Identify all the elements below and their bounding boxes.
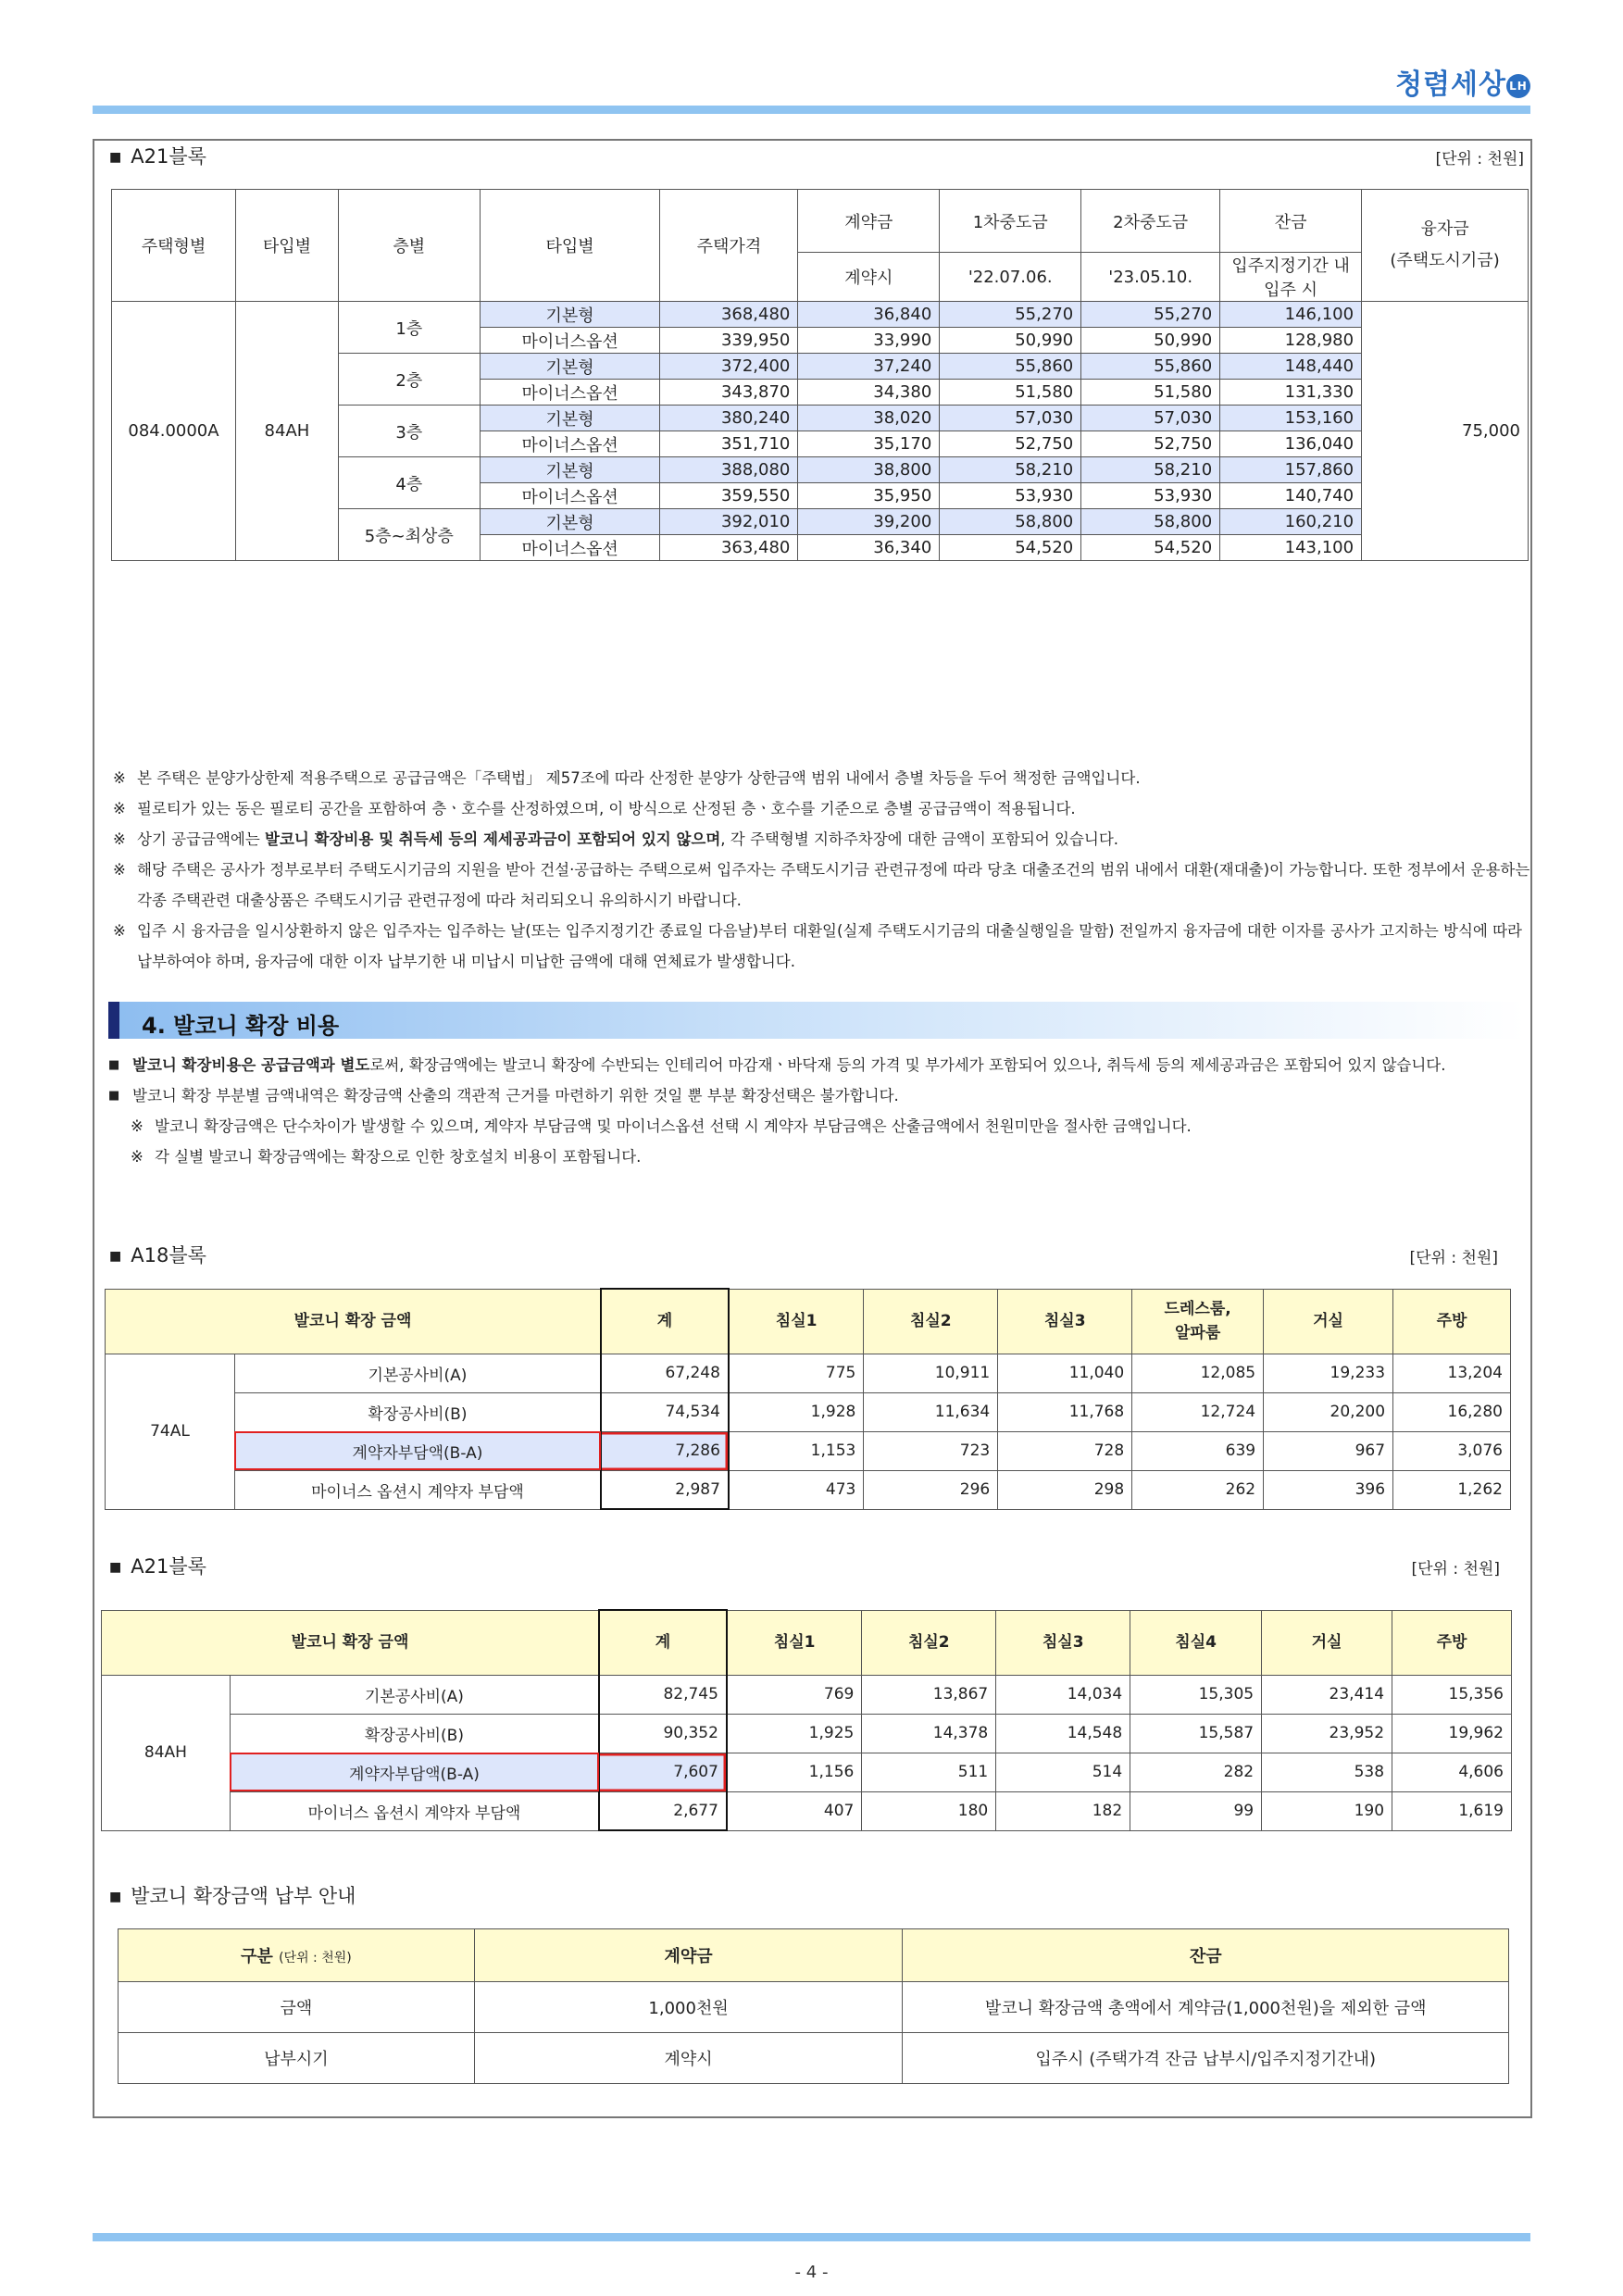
balcony-value-cell: 1,619 [1392,1791,1512,1830]
col-header: 타입별 [235,190,338,302]
logo: 청렴세상 LH [1395,61,1530,102]
bullet-item [108,1111,1534,1142]
balcony-type-cell: 84AH [102,1675,231,1830]
payment-cell: 금액 [119,1982,475,2033]
balcony-col-header: 주방 [1392,1610,1512,1675]
bullet-text [155,1142,1534,1172]
balcony-item-cell: 기본공사비(A) [230,1675,599,1714]
balcony-value-cell: 7,286 [601,1431,729,1470]
price-cell: 53,930 [1081,483,1220,509]
col-header: 층별 [338,190,480,302]
price-cell: 136,040 [1220,431,1362,457]
balcony-value-cell: 775 [729,1354,864,1392]
price-cell: 50,990 [1081,328,1220,354]
balcony-row [106,1470,1511,1509]
section-4-heading [108,1002,1525,1039]
balcony-value-cell: 769 [727,1675,862,1714]
balcony-value-cell: 182 [996,1791,1130,1830]
balcony-item-cell: 계약자부담액(B-A) [230,1753,599,1791]
footer-bar [93,2233,1530,2241]
price-cell: 36,340 [798,535,940,561]
balcony-col-header: 발코니 확장 금액 [102,1610,600,1675]
balcony-value-cell: 90,352 [599,1714,727,1753]
balcony-col-header: 침실3 [996,1610,1130,1675]
sub-header: '23.05.10. [1081,253,1220,302]
balcony-item-cell: 마이너스 옵션시 계약자 부담액 [234,1470,601,1509]
price-cell: 57,030 [1081,406,1220,431]
balcony-value-cell: 407 [727,1791,862,1830]
balcony-col-header: 침실3 [998,1289,1132,1354]
a21-balcony-title: ■ A21블록 [109,1555,206,1578]
note-mark: ※ [113,769,126,787]
balcony-value-cell: 15,356 [1392,1675,1512,1714]
price-cell: 50,990 [940,328,1081,354]
bullet-text [132,1080,1534,1111]
bullet-mark: ■ [108,1058,120,1072]
payment-col-header: 구분 (단위 : 천원) [119,1929,475,1982]
price-row [112,302,1529,328]
note-mark: ※ [113,800,126,817]
balcony-value-cell: 14,548 [996,1714,1130,1753]
balcony-col-header: 침실1 [729,1289,864,1354]
price-cell: 160,210 [1220,509,1362,535]
note-item [113,793,1534,824]
bullet-item [108,1142,1534,1172]
option-cell: 마이너스옵션 [480,483,660,509]
loan-cell: 75,000 [1362,302,1529,561]
a21-balcony-unit: [단위 : 천원] [1411,1560,1500,1578]
floor-cell: 5층~최상층 [338,509,480,561]
balcony-value-cell: 7,607 [599,1753,727,1791]
balcony-value-cell: 728 [998,1431,1132,1470]
price-cell: 57,030 [940,406,1081,431]
option-cell: 마이너스옵션 [480,535,660,561]
bullet-mark: ※ [131,1148,144,1166]
balcony-header-row [106,1289,1511,1354]
balcony-value-cell: 13,867 [862,1675,996,1714]
note-mark: ※ [113,922,126,940]
heading-accent-bar [108,1002,119,1039]
price-cell: 368,480 [660,302,798,328]
price-cell: 36,840 [798,302,940,328]
balcony-header-row [102,1610,1512,1675]
bullet-text [155,1111,1534,1142]
a18-balcony-table [105,1288,1511,1510]
balcony-value-cell: 11,040 [998,1354,1132,1392]
balcony-value-cell: 511 [862,1753,996,1791]
balcony-value-cell: 2,987 [601,1470,729,1509]
balcony-item-cell: 확장공사비(B) [234,1392,601,1431]
bullet-text-part: 발코니 확장금액은 단수차이가 발생할 수 있으며, 계약자 부담금액 및 마이너스옵션 선택 시 계약자 부담금액은 산출금액에서 천원미만을 절사한 금액입니다. [155,1117,1192,1135]
a21-balcony-table [101,1609,1512,1831]
note-text [137,916,1534,977]
price-cell: 39,200 [798,509,940,535]
price-cell: 35,170 [798,431,940,457]
balcony-row [106,1431,1511,1470]
note-text [137,855,1534,916]
price-cell: 53,930 [940,483,1081,509]
payment-col-header: 잔금 [903,1929,1509,1982]
balcony-col-header: 드레스룸, 알파룸 [1132,1289,1264,1354]
col-header: 주택가격 [660,190,798,302]
sub-header: 계약시 [798,253,940,302]
floor-cell: 3층 [338,406,480,457]
option-cell: 기본형 [480,406,660,431]
balcony-item-cell: 마이너스 옵션시 계약자 부담액 [230,1791,599,1830]
price-cell: 148,440 [1220,354,1362,380]
balcony-row [106,1392,1511,1431]
floor-cell: 1층 [338,302,480,354]
balcony-type-cell: 74AL [106,1354,235,1509]
balcony-value-cell: 74,534 [601,1392,729,1431]
balcony-col-header: 주방 [1393,1289,1511,1354]
a18-balcony-unit: [단위 : 천원] [1409,1249,1498,1267]
balcony-item-cell: 확장공사비(B) [230,1714,599,1753]
note-text-part: 해당 주택은 공사가 정부로부터 주택도시기금의 지원을 받아 건설·공급하는 주택으로써 입주자는 주택도시기금 관련규정에 따라 당초 대출조건의 범위 내에서 대환(재대출)이 가능합니다. 또한 정부에서 운용하는 각종 주택관련 대출상품은 주택도시기금 관련규정에 따라 처리되오니 유의하시기 바랍니다. [137,861,1530,909]
payment-cell: 계약시 [474,2033,903,2084]
floor-cell: 2층 [338,354,480,406]
balcony-value-cell: 190 [1262,1791,1392,1830]
balcony-col-header: 발코니 확장 금액 [106,1289,602,1354]
note-text-part: 입주 시 융자금을 일시상환하지 않은 입주자는 입주하는 날(또는 입주지정기간 종료일 다음날)부터 대환일(실제 주택도시기금의 대출실행일을 말함) 전일까지 융자금에 대한 이자를 공사가 고지하는 방식에 따라 납부하여야 하며, 융자금에 대한 이자 납부기한 내 미납시 미납한 금액에 대해 연체료가 발생합니다. [137,922,1522,970]
section-4-title: 4. 발코니 확장 비용 [142,1013,340,1039]
bullet-text-part: 로써, 확장금액에는 발코니 확장에 수반되는 인테리어 마감재ㆍ바닥재 등의 가격 및 부가세가 포함되어 있으나, 취득세 등의 제세공과금은 포함되어 있지 않습니다. [369,1056,1446,1074]
note-text-part: , 각 주택형별 지하주차장에 대한 금액이 포함되어 있습니다. [720,830,1119,848]
price-cell: 37,240 [798,354,940,380]
price-cell: 359,550 [660,483,798,509]
balcony-value-cell: 23,414 [1262,1675,1392,1714]
option-cell: 마이너스옵션 [480,431,660,457]
balcony-value-cell: 4,606 [1392,1753,1512,1791]
price-cell: 140,740 [1220,483,1362,509]
payment-title: ■ 발코니 확장금액 납부 안내 [109,1885,356,1907]
price-cell: 143,100 [1220,535,1362,561]
price-cell: 35,950 [798,483,940,509]
logo-badge-icon: LH [1506,74,1530,98]
price-cell: 38,020 [798,406,940,431]
a21-price-unit: [단위 : 천원] [1435,150,1524,168]
balcony-item-cell: 기본공사비(A) [234,1354,601,1392]
note-text-part: 본 주택은 분양가상한제 적용주택으로 공급금액은「주택법」 제57조에 따라 산정한 분양가 상한금액 범위 내에서 층별 차등을 두어 책정한 금액입니다. [137,769,1141,787]
option-cell: 기본형 [480,302,660,328]
balcony-value-cell: 19,962 [1392,1714,1512,1753]
price-cell: 51,580 [940,380,1081,406]
balcony-col-header: 침실2 [862,1610,996,1675]
col-header: 잔금 [1220,190,1362,253]
price-cell: 351,710 [660,431,798,457]
balcony-value-cell: 99 [1130,1791,1262,1830]
price-cell: 58,210 [1081,457,1220,483]
balcony-value-cell: 14,378 [862,1714,996,1753]
note-text-part: 상기 공급금액에는 [137,830,266,848]
balcony-value-cell: 298 [998,1470,1132,1509]
balcony-col-header: 침실1 [727,1610,862,1675]
balcony-value-cell: 262 [1132,1470,1264,1509]
price-cell: 33,990 [798,328,940,354]
col-header: 주택형별 [112,190,236,302]
balcony-value-cell: 15,305 [1130,1675,1262,1714]
note-item [113,824,1534,855]
bullet-mark: ※ [131,1117,144,1135]
col-header: 계약금 [798,190,940,253]
page-number: - 4 - [794,2263,829,2282]
balcony-value-cell: 396 [1264,1470,1393,1509]
price-cell: 52,750 [1081,431,1220,457]
balcony-value-cell: 514 [996,1753,1130,1791]
balcony-row [102,1753,1512,1791]
price-cell: 153,160 [1220,406,1362,431]
note-text [137,824,1534,855]
note-text [137,793,1534,824]
bullet-text-part: 각 실별 발코니 확장금액에는 확장으로 인한 창호설치 비용이 포함됩니다. [155,1148,642,1166]
balcony-value-cell: 2,677 [599,1791,727,1830]
balcony-value-cell: 1,153 [729,1431,864,1470]
balcony-value-cell: 14,034 [996,1675,1130,1714]
price-cell: 343,870 [660,380,798,406]
balcony-value-cell: 10,911 [864,1354,998,1392]
option-cell: 기본형 [480,509,660,535]
balcony-value-cell: 13,204 [1393,1354,1511,1392]
balcony-row [106,1354,1511,1392]
balcony-col-header: 거실 [1262,1610,1392,1675]
price-cell: 55,270 [940,302,1081,328]
note-text-part: 필로티가 있는 동은 필로티 공간을 포함하여 층ㆍ호수를 산정하였으며, 이 방식으로 산정된 층ㆍ호수를 기준으로 층별 공급금액이 적용됩니다. [137,800,1076,817]
sub-header: 입주지정기간 내 입주 시 [1220,253,1362,302]
balcony-value-cell: 1,156 [727,1753,862,1791]
option-cell: 마이너스옵션 [480,328,660,354]
balcony-value-cell: 723 [864,1431,998,1470]
balcony-value-cell: 282 [1130,1753,1262,1791]
balcony-row [102,1714,1512,1753]
bullet-item [108,1050,1534,1080]
bullet-mark: ■ [108,1089,120,1103]
balcony-value-cell: 12,724 [1132,1392,1264,1431]
option-cell: 기본형 [480,354,660,380]
price-cell: 131,330 [1220,380,1362,406]
balcony-col-header: 계 [601,1289,729,1354]
price-cell: 34,380 [798,380,940,406]
price-cell: 54,520 [940,535,1081,561]
balcony-value-cell: 11,768 [998,1392,1132,1431]
balcony-value-cell: 82,745 [599,1675,727,1714]
balcony-value-cell: 19,233 [1264,1354,1393,1392]
price-cell: 55,270 [1081,302,1220,328]
balcony-col-header: 침실4 [1130,1610,1262,1675]
bullet-item [108,1080,1534,1111]
price-cell: 128,980 [1220,328,1362,354]
sub-header: '22.07.06. [940,253,1081,302]
price-cell: 146,100 [1220,302,1362,328]
note-item [113,855,1534,916]
bullet-text-part: 발코니 확장 부분별 금액내역은 확장금액 산출의 객관적 근거를 마련하기 위한 것일 뿐 부분 확장선택은 불가합니다. [132,1087,899,1104]
payment-cell: 발코니 확장금액 총액에서 계약금(1,000천원)을 제외한 금액 [903,1982,1509,2033]
price-cell: 52,750 [940,431,1081,457]
type-cell: 84AH [235,302,338,561]
price-cell: 55,860 [940,354,1081,380]
a21-price-table [111,189,1529,561]
balcony-value-cell: 20,200 [1264,1392,1393,1431]
price-cell: 54,520 [1081,535,1220,561]
note-item [113,916,1534,977]
balcony-row [102,1791,1512,1830]
col-header-loan: 융자금 (주택도시기금) [1362,190,1529,302]
bullet-text-bold: 발코니 확장비용은 공급금액과 별도 [132,1056,370,1074]
balcony-value-cell: 15,587 [1130,1714,1262,1753]
bullet-text [132,1050,1534,1080]
header-bar [93,106,1530,114]
balcony-col-header: 거실 [1264,1289,1393,1354]
payment-cell: 납부시기 [119,2033,475,2084]
balcony-value-cell: 473 [729,1470,864,1509]
balcony-value-cell: 16,280 [1393,1392,1511,1431]
balcony-value-cell: 180 [862,1791,996,1830]
price-cell: 380,240 [660,406,798,431]
price-cell: 55,860 [1081,354,1220,380]
price-cell: 51,580 [1081,380,1220,406]
note-mark: ※ [113,830,126,848]
col-header: 2차중도금 [1081,190,1220,253]
balcony-value-cell: 538 [1262,1753,1392,1791]
housing-type-cell: 084.0000A [112,302,236,561]
balcony-value-cell: 1,925 [727,1714,862,1753]
col-header: 1차중도금 [940,190,1081,253]
balcony-value-cell: 1,262 [1393,1470,1511,1509]
price-cell: 58,210 [940,457,1081,483]
a21-price-title: ■ A21블록 [109,145,206,168]
price-cell: 157,860 [1220,457,1362,483]
section-4-bullets [108,1050,1534,1172]
note-mark: ※ [113,861,126,879]
price-cell: 363,480 [660,535,798,561]
balcony-value-cell: 296 [864,1470,998,1509]
payment-cell: 1,000천원 [474,1982,903,2033]
payment-table [118,1928,1509,2084]
col-header: 타입별 [480,190,660,302]
price-cell: 58,800 [1081,509,1220,535]
balcony-value-cell: 3,076 [1393,1431,1511,1470]
price-cell: 372,400 [660,354,798,380]
price-cell: 339,950 [660,328,798,354]
note-item [113,763,1534,793]
balcony-value-cell: 23,952 [1262,1714,1392,1753]
price-cell: 58,800 [940,509,1081,535]
price-cell: 392,010 [660,509,798,535]
balcony-value-cell: 11,634 [864,1392,998,1431]
balcony-item-cell: 계약자부담액(B-A) [234,1431,601,1470]
payment-cell: 입주시 (주택가격 잔금 납부시/입주지정기간내) [903,2033,1509,2084]
balcony-value-cell: 639 [1132,1431,1264,1470]
notes-list [113,763,1534,977]
balcony-row [102,1675,1512,1714]
balcony-col-header: 침실2 [864,1289,998,1354]
price-cell: 388,080 [660,457,798,483]
a18-balcony-title: ■ A18블록 [109,1244,206,1267]
price-cell: 38,800 [798,457,940,483]
balcony-col-header: 계 [599,1610,727,1675]
option-cell: 마이너스옵션 [480,380,660,406]
balcony-value-cell: 12,085 [1132,1354,1264,1392]
balcony-value-cell: 1,928 [729,1392,864,1431]
balcony-value-cell: 967 [1264,1431,1393,1470]
option-cell: 기본형 [480,457,660,483]
balcony-value-cell: 67,248 [601,1354,729,1392]
payment-col-header: 계약금 [474,1929,903,1982]
note-text-bold: 발코니 확장비용 및 취득세 등의 제세공과금이 포함되어 있지 않으며 [265,830,721,848]
note-text [137,763,1534,793]
floor-cell: 4층 [338,457,480,509]
